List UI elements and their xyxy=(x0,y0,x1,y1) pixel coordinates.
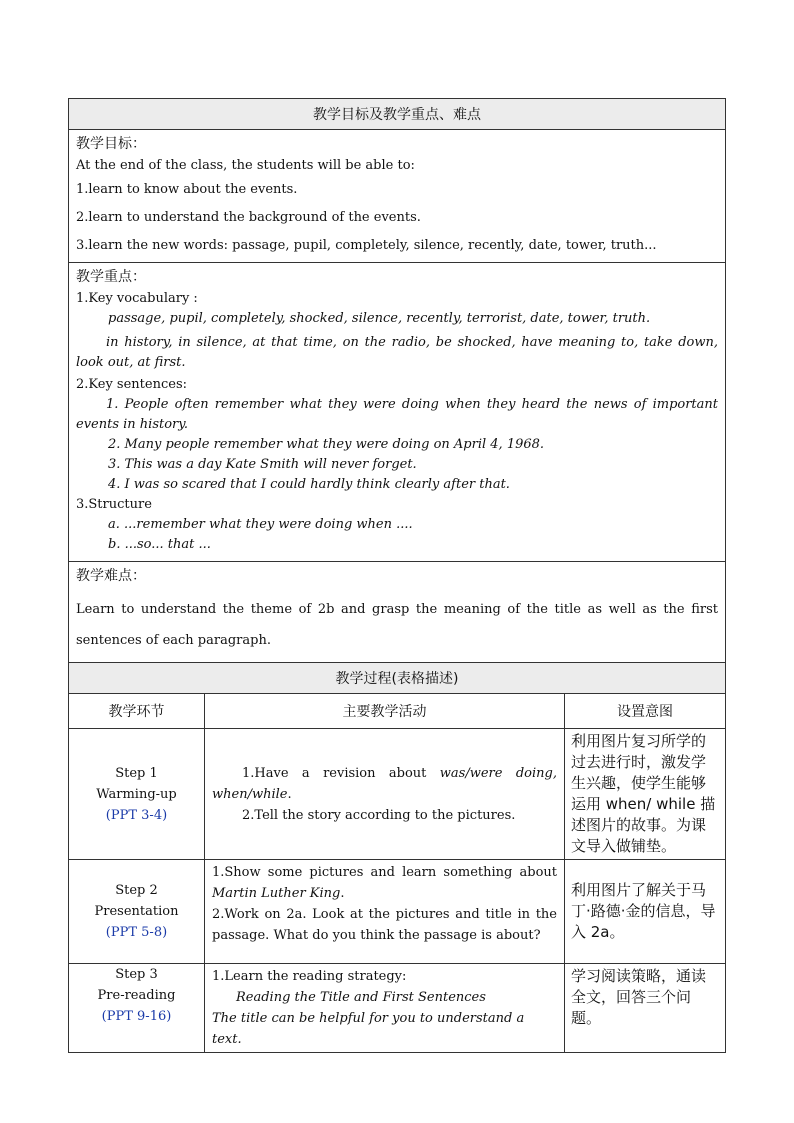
table-row xyxy=(69,729,726,860)
vocab-phrases: in history, in silence, at that time, on the radio, be shocked, have meaning to, take down, look out, at first. xyxy=(76,335,719,370)
step-cell xyxy=(69,860,205,964)
activity-cell xyxy=(205,964,565,1053)
activity-item: 1.Show some pictures and learn something about Martin Luther King. xyxy=(212,865,557,901)
step-number: Step 3 xyxy=(115,967,158,982)
step-ppt: (PPT 3-4) xyxy=(105,807,168,823)
activity-item: 2.Tell the story according to the pictures. xyxy=(242,807,516,823)
column-intent-header: 设置意图 xyxy=(565,694,726,729)
lesson-plan xyxy=(68,98,725,1053)
sentences-title: 2.Key sentences: xyxy=(76,377,187,392)
key-points-label: 教学重点： xyxy=(76,269,146,285)
key-sentence: 4. I was so scared that I could hardly think clearly after that. xyxy=(108,477,510,492)
process-header: 教学过程(表格描述) xyxy=(69,663,726,694)
activity-item: The title can be helpful for you to understand a text. xyxy=(212,1011,525,1047)
difficulties-section xyxy=(69,562,726,663)
objectives-section xyxy=(69,130,726,263)
key-sentence: 1. People often remember what they were doing when they heard the news of important events in history. xyxy=(76,397,719,432)
table-row xyxy=(69,964,726,1053)
activity-cell xyxy=(205,860,565,964)
structure-item: b. ...so... that ... xyxy=(108,537,211,552)
step-name: Pre-reading xyxy=(97,988,176,1003)
step-ppt: (PPT 9-16) xyxy=(101,1009,172,1024)
objective-item: 1.learn to know about the events. xyxy=(76,182,298,197)
step-ppt: (PPT 5-8) xyxy=(105,925,168,940)
structure-title: 3.Structure xyxy=(76,497,152,512)
intent-cell: 利用图片了解关于马丁·路德·金的信息，导入 2a。 xyxy=(565,860,726,964)
table-row xyxy=(69,860,726,964)
column-step-header: 教学环节 xyxy=(69,694,205,729)
step-cell xyxy=(69,729,205,860)
key-points-section xyxy=(69,263,726,562)
activity-item: 2.Work on 2a. Look at the pictures and title in the passage. What do you think the passage is about? xyxy=(212,907,557,943)
step-cell xyxy=(69,964,205,1053)
step-number: Step 1 xyxy=(115,765,158,781)
objectives-label: 教学目标： xyxy=(76,136,146,152)
difficulties-text: Learn to understand the theme of 2b and grasp the meaning of the title as well as the first sentences of each paragraph. xyxy=(76,602,719,648)
activity-item: 1.Have a revision about was/were doing, when/while. xyxy=(212,765,557,802)
column-activity-header: 主要教学活动 xyxy=(205,694,565,729)
activity-item: Reading the Title and First Sentences xyxy=(236,990,486,1005)
vocab-title: 1.Key vocabulary : xyxy=(76,291,198,306)
activity-item: 1.Learn the reading strategy: xyxy=(212,969,407,984)
step-name: Presentation xyxy=(94,904,179,919)
vocab-words: passage, pupil, completely, shocked, silence, recently, terrorist, date, tower, truth. xyxy=(108,311,651,326)
step-name: Warming-up xyxy=(96,786,177,802)
objective-item: 2.learn to understand the background of the events. xyxy=(76,210,421,225)
intent-cell: 学习阅读策略，通读全文，回答三个问题。 xyxy=(565,964,726,1053)
intent-cell: 利用图片复习所学的过去进行时，激发学生兴趣，使学生能够运用 when/ while 描述图片的故事。为课文导入做铺垫。 xyxy=(565,729,726,860)
activity-cell xyxy=(205,729,565,860)
objectives-intro: At the end of the class, the students will be able to: xyxy=(76,158,415,173)
structure-item: a. ...remember what they were doing when .... xyxy=(108,517,413,532)
lesson-plan-table xyxy=(68,98,726,1053)
step-number: Step 2 xyxy=(115,883,158,898)
objectives-header: 教学目标及教学重点、难点 xyxy=(69,99,726,130)
key-sentence: 3. This was a day Kate Smith will never forget. xyxy=(108,457,417,472)
objective-item: 3.learn the new words: passage, pupil, completely, silence, recently, date, tower, truth... xyxy=(76,238,657,253)
difficulties-label: 教学难点： xyxy=(76,568,146,584)
key-sentence: 2. Many people remember what they were doing on April 4, 1968. xyxy=(108,437,545,452)
